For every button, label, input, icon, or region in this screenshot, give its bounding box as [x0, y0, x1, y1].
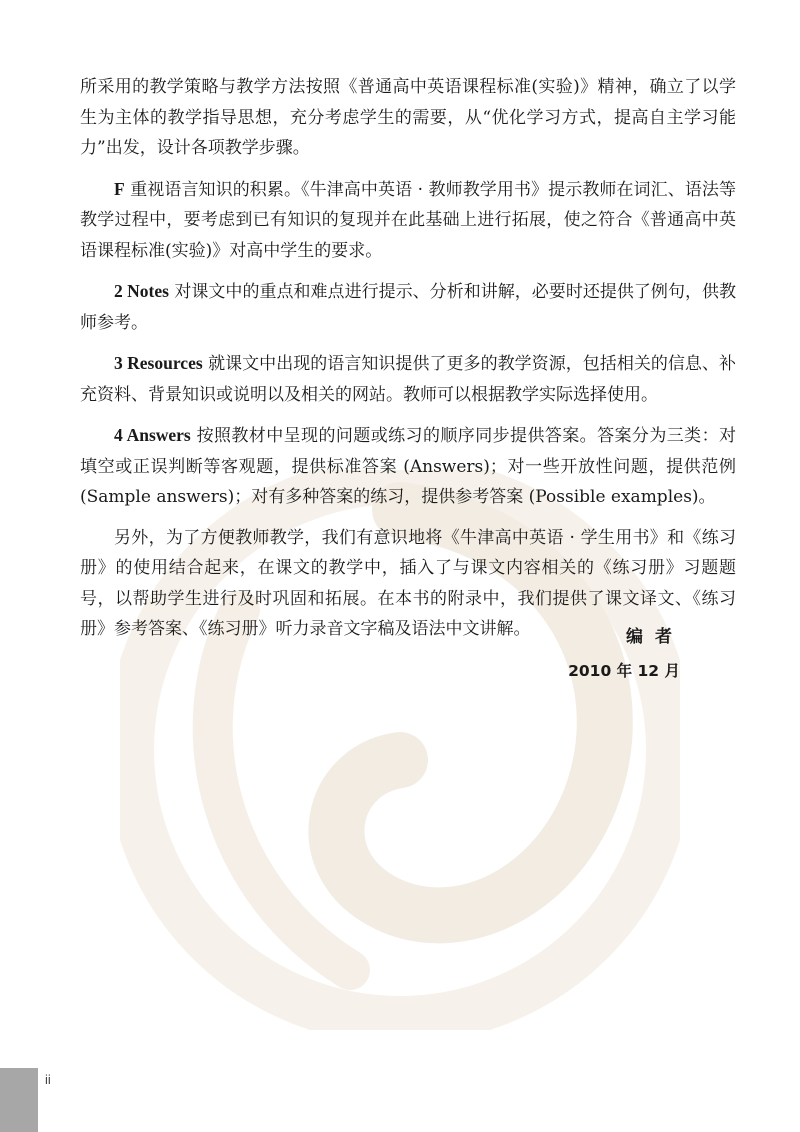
notes-text: 对课文中的重点和难点进行提示、分析和讲解，必要时还提供了例句，供教师参考。: [80, 282, 737, 333]
answers-label: 4 Answers: [114, 425, 191, 445]
resources-label: 3 Resources: [114, 353, 203, 373]
body-text: [80, 72, 736, 655]
intro-continuation: 所采用的教学策略与教学方法按照《普通高中英语课程标准(实验)》精神，确立了以学生为主体的教学指导思想，充分考虑学生的需要，从“优化学习方式，提高自主学习能力”出发，设计各项教学步骤。: [80, 77, 736, 158]
signature-block: [560, 620, 720, 688]
signature-date: 2010 年 12 月: [568, 662, 680, 680]
resources-paragraph: [80, 348, 736, 410]
notes-paragraph: [80, 276, 736, 338]
point-f-paragraph: [80, 174, 736, 267]
point-f-text: 重视语言知识的积累。《牛津高中英语 · 教师教学用书》提示教师在词汇、语法等教学过程中，要考虑到已有知识的复现并在此基础上进行拓展，使之符合《普通高中英语课程标准(实验)》对高中学生的要求。: [80, 179, 736, 261]
page-number: ii: [45, 1072, 51, 1087]
side-tab: [0, 1068, 38, 1132]
closing-paragraph: 另外，为了方便教师教学，我们有意识地将《牛津高中英语 · 学生用书》和《练习册》的使用结合起来，在课文的教学中，插入了与课文内容相关的《练习册》习题题号，以帮助学生进行及时巩固和拓展。在本书的附录中，我们提供了课文译文、《练习册》参考答案、《练习册》听力录音文字稿及语法中文讲解。: [80, 527, 736, 639]
resources-text: 就课文中出现的语言知识提供了更多的教学资源，包括相关的信息、补充资料、背景知识或说明以及相关的网站。教师可以根据教学实际选择使用。: [80, 354, 736, 405]
point-f-label: F: [114, 178, 125, 199]
answers-text: 按照教材中呈现的问题或练习的顺序同步提供答案。答案分为三类：对填空或正误判断等客观题，提供标准答案 (Answers)；对一些开放性问题，提供范例 (Sample answers)；对有多种答案的练习，提供参考答案 (Possible examples)。: [80, 426, 737, 507]
notes-label: 2 Notes: [114, 281, 169, 301]
editor-signature: 编者: [626, 627, 684, 647]
answers-paragraph: [80, 420, 736, 513]
